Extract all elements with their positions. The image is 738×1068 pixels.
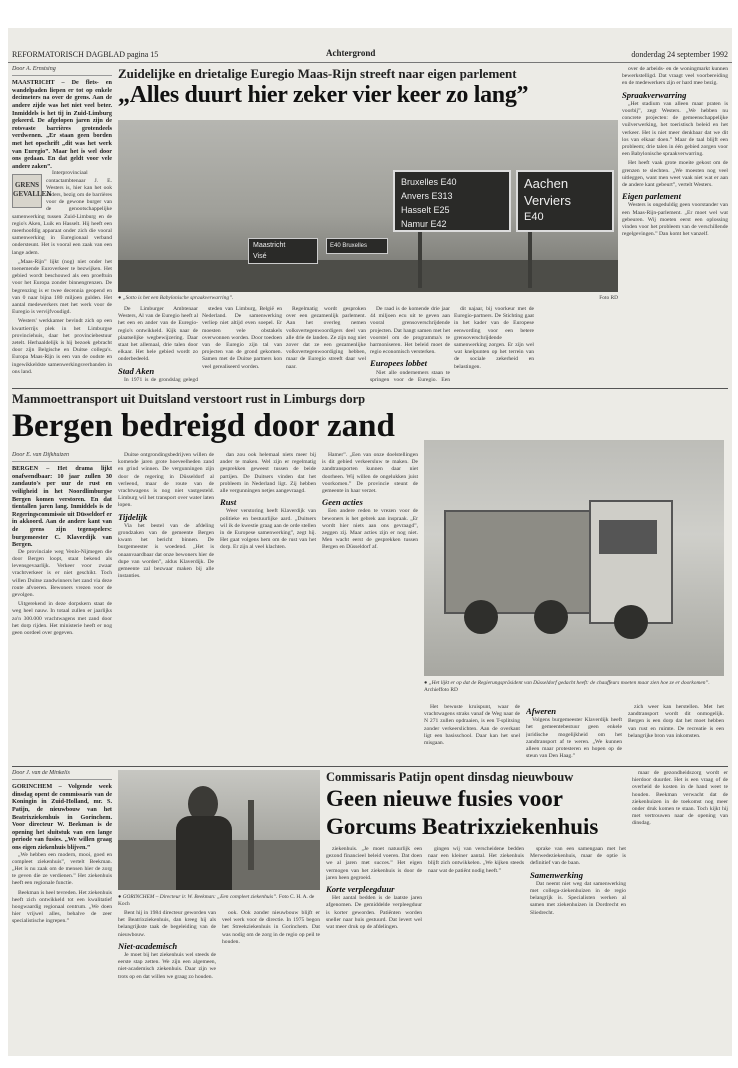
article2-photo-sand-truck: [424, 440, 724, 676]
article2-paragraph: zich weer kan herstellen. Met het zandtransport wordt dit onmogelijk. Bergen is een dorp dat het moet hebben van rust en ruimte. De recreatie is een belangrijke bron van inkomsten.: [628, 704, 724, 739]
article3-paragraph: ook. Ook zonder nieuwbouw blijft er veel werk voor de directie. In 1975 begon het Streekziekenhuis in Gorinchem. Dat was nodig om de zorg in de regio op peil te houden.: [222, 910, 320, 945]
article1-paragraph: over de arbeids- en de woningmarkt kunnen bewerkstelligd. Dat vraagt veel voorbereiding en de medewerkers zijn er hard mee bezig.: [622, 66, 728, 87]
article2-column: [628, 704, 724, 762]
article1-right-column: [622, 66, 728, 384]
sign-panel-small: Maastricht Visé: [248, 238, 318, 264]
article1-paragraph: Westers is ongeduldig geen voorstander van een Maas-Rijn-parlement. „Er moet wel wat gebeuren. Wij moeten eerst een oplossing vinden voor het probleem van de verschillende regelgevingen.” Dan komt het vanzelf.: [622, 202, 728, 238]
article1-paragraph: De raad is de komende drie jaar 44 miljoen ecu uit te geven aan vooral grensoverschrijdende projecten. Dat hangt samen met het voorstel om de programma's te harmoniseren. Het beleid moet de regio economisch versterken.: [370, 306, 450, 356]
article2-subheading-afweren: Afweren: [526, 706, 557, 716]
article1-subheading-spraak: Spraakverwarring: [622, 89, 687, 100]
article1-subheading-parlement: Eigen parlement: [622, 191, 681, 202]
article2-paragraph: Hamer”. „Een van onze doelstellingen is dit gebied verkeersluw te maken. De zandtransporten kunnen daar niet doorheen. Wij willen de ongelukken juist voorkomen.” De provincie steunt de gemeente in haar verzet.: [322, 452, 418, 495]
article3-paragraph: maar de gezondheidszorg wordt er hierdoor duurder. Het is een vraag of de overheid de kosten in de hand weet te houden. Beekman verwacht dat de ziekenhuizen in de toekomst nog meer onder druk komen te staan. Toch kijkt hij met vertrouwen naar de opening van dinsdag.: [632, 770, 728, 827]
article2-paragraph: Het bewuste kruispunt, waar de vrachtwagens straks vanaf de Weg naar de N 271 zullen opdraaien, is een T-splitsing zonder verkeerslichten. Aan de overkant ligt een basisschool. Daar kan het snel misgaan.: [424, 704, 520, 747]
article3-paragraph: ziekenhuis. „Je moet natuurlijk een gezond financieel beleid voeren. Dat doen we al jaren met succes.” Het eigen vermogen van het ziekenhuis is door de jaren heen gegroeid.: [326, 846, 422, 881]
article2-column: [322, 452, 418, 762]
article1-headline: „Alles duurt hier zeker vier keer zo lang”: [118, 82, 529, 108]
article1-byline: Door A. Ernstsing: [12, 66, 112, 76]
article3-paragraph: Dat neemt niet weg dat samenwerking met collega-ziekenhuizen in de regio belangrijk is. Specialisten werken al samen met ziekenhuizen in Dordrecht en Sliedrecht.: [530, 880, 626, 916]
article1-paragraph: „Het stadium van alleen maar praten is voorbij”, zegt Westers. „We hebben nu concrete projecten: de gemeenschappelijke vuilverwerking, het toeristisch beleid en het verkeer. Het is niet meer denkbaar dat we dit los van elkaar doen.” Maar de taal blijft een probleem; drie talen in één gebied zorgen voor een Babylonische spraakverwarring.: [622, 100, 728, 158]
article2-byline: Door E. van Dijkhuizen: [12, 452, 112, 462]
newspaper-page: [8, 28, 732, 1056]
article1-paragraph: Het heeft vaak grote moeite gekost om de grenzen te slechten. „We moesten nog veel uitleggen, want men weet vaak niet wat er aan de andere kant gebeurt”, vertelt Westers.: [622, 160, 728, 189]
article1-body-column: [202, 306, 282, 384]
article1-body-column: [286, 306, 366, 384]
article2-paragraph: Via het bestel van de afdeling grondzaken van de gemeente Bergen kwam het bericht binnen. De burgemeester is woedend. „Het is onaanvaardbaar dat onze bewoners hier de dupe van worden”, aldus Klaverdijk. De gemeente zal bezwaar maken bij alle instanties.: [118, 522, 214, 580]
article2-paragraph: dan zou ook helemaal niets meer bij ander te maken. Wel zijn er regelmatig gesprekken geweest tussen de beide partijen. De Duitsers vinden dat het probleem in Nederland ligt. Zij hebben alle vergunningen netjes aangevraagd.: [220, 452, 316, 495]
article2-paragraph: Weer verstoring heeft Klaverdijk van politieke en bestuurlijke aard. „Duitsers wil ik de kwestie graag aan de orde stellen in de Europese samenwerking”, zegt hij. Het gaat volgens hem om de rust van het dorp. Er zijn al veel klachten.: [220, 508, 316, 551]
article3-column: [530, 846, 626, 1052]
article3-photo-caption: ● GORINCHEM – Directeur ir. W. Beekman: „Een compleet ziekenhuis”. Foto C. H. A. de Koch: [118, 894, 315, 907]
grens-gevallen-graphic: GRENS GEVALLEN: [12, 174, 42, 208]
article1-subheading-lobot: Europees lobbet: [370, 358, 428, 369]
article3-paragraph: Beekman is heel tevreden. Het ziekenhuis heeft zich ontwikkeld tot een kwalitatief hoogwaardig regionaal centrum. „We doen hier vrijwel alles, behalve de zeer specialistische ingrepen.”: [12, 889, 112, 925]
article1-kicker: Zuidelijke en drietalige Euregio Maas-Rijn streeft naar eigen parlement: [118, 66, 517, 81]
article1-body-column: [370, 306, 450, 384]
article2-kicker: Mammoettransport uit Duitsland verstoort rust in Limburgs dorp: [12, 392, 366, 406]
article2-paragraph: Uitgerekend in deze dorpskern staat de weg heel nauw. In totaal zullen er jaarlijks zo'n 300.000 vrachtwagens met zand door het dorp rijden. Het ministerie heeft er nog geen oordeel over gegeven.: [12, 601, 112, 636]
article2-subheading-geen-acties: Geen acties: [322, 497, 363, 508]
article3-paragraph: Bent hij in 1984 directeur geworden van het Beatrixziekenhuis, dan kreeg hij als belangrijkste taak de begeleiding van de nieuwbouw.: [118, 910, 216, 938]
article3-column: [326, 846, 422, 1052]
article3-photo-director: [118, 770, 320, 890]
article3-column: [222, 910, 320, 1052]
article1-photo-credit: Foto RD: [599, 295, 618, 301]
article3-subheading-niet-academisch: Niet-academisch: [118, 940, 178, 951]
article1-paragraph: „Maas-Rijn” lijkt (nog) niet onder het toenemende Euroverkeer te bezwijken. Het gebied wordt beschouwd als een proeftuin voor het Europa zonder binnengrenzen. De begrenzing is er twee decennia geopend en van 0 naar bijna 180 miljoen gulden. Het aantal medewerkers met het werk voor de Euregio is vervijfvoudigd.: [12, 258, 112, 316]
article3-byline: Door J. van de Minkelis: [12, 770, 112, 780]
article1-photo-caption: ● „Sotto is het een Babylonische spraakverwarring”.: [118, 295, 234, 301]
article3-kicker: Commissaris Patijn opent dinsdag nieuwbouw: [326, 770, 574, 784]
article3-lead: GORINCHEM – Volgende week dinsdag opent de commissaris van de Koningin in Zuid-Holland, mr. S. Patijn, de nieuwbouw van het Beatrixziekenhuis in Gorinchem. Voor directeur W. Beekman is de opening het sluitstuk van een lange periode van fusies. „We willen graag ons eigen ziekenhuis blijven.”: [12, 783, 112, 851]
article2-lead: BERGEN – Het drama lijkt onafwendbaar: 10 jaar zullen 30 zandauto's per uur de rust en veiligheid in het Noordlimburgse Bergen komen verstoren. En dat tientallen jaren lang. Inmiddels is de Regeringscommissie uit Düsseldorf er in akkoord. Aan de andere kant van de grens zijn tegenspelers: burgemeester C. Klaverdijk van Bergen.: [12, 465, 112, 549]
article2-paragraph: Volgens burgemeester Klaverdijk heeft het gemeentebestuur geen enkele juridische mogelijkheid om het zandtransport af te weren. „We kunnen alleen maar protesteren en hopen op de steun van Den Haag.”: [526, 717, 622, 760]
sign-panel-small-2: E40 Bruxelles: [326, 238, 388, 254]
article2-column: [526, 704, 622, 762]
article1-body-column: [118, 306, 198, 384]
article1-paragraph: Westers' werkkamer bevindt zich op een kwartierrijs plek in het Limburgse provinciehuis, daar het provinciebestuur zetelt. Herhaaldelijk is hij bezoek gebracht door zijn Belgische en Duitse collega's. Europa Maas-Rijn is een van de oudste en ingewikkeldste samenwerkingsverbanden in ons land.: [12, 318, 112, 375]
header-section: Achtergrond: [326, 48, 376, 58]
article3-paragraph: Je moet bij het ziekenhuis wel steeds de eerste stap zetten. We zijn een algemeen, niet-academisch ziekenhuis. Daar zijn we trots op en dat willen we graag zo houden.: [118, 952, 216, 980]
article2-paragraph: Duitse ontgrondingsbedrijven willen de komende jaren grote hoeveelheden zand en grind winnen. De vergunningen zijn door de regering in Düsseldorf al verleend, maar de route van de vrachtwagens is nog niet vastgesteld. Limburg wil het transport over water laten lopen.: [118, 452, 214, 509]
article3-headline-line2: Gorcums Beatrixziekenhuis: [326, 814, 599, 839]
article2-headline: Bergen bedreigd door zand: [12, 408, 395, 444]
article1-paragraph: Interprovinciaal contactambtenaar J. E. Westers is, hier kan het ook anders, bezig om de barrières voor de gewone burger van de genootschappelijke samenwerking tussen Zuid-Limburg en de regio's Aken, Luik en Hasselt. Hij heeft een meerhoofdig apparaat onder zich die vooral samenwerking in Euregionaal verband ondersteunt. Het is vooral een zaak van een lange adem.: [12, 170, 112, 256]
article2-photo-caption: ● „Het lijkt er op dat de Regierungspräsident van Düsseldorf gedacht heeft: de chauffeurs moeten maar zien hoe ze er doorkomen”. Archieffoto RD: [424, 680, 710, 693]
article1-paragraph: dit najaar, bij voorkeur met de Euregio-partners. De Stichting gaat in het kader van de Europese eenwording voor een betere grensoverschrijdende samenwerking zorgen. Er zijn wel wat knelpunten op het terrein van de sociale zekerheid en belastingen.: [454, 306, 534, 370]
article3-subheading-samenwerking: Samenwerking: [530, 869, 584, 880]
article3-headline-line1: Geen nieuwe fusies voor: [326, 786, 564, 811]
header-paper-name: REFORMATORISCH DAGBLAD pagina 15: [12, 50, 159, 59]
article2-column: [220, 452, 316, 762]
article1-paragraph: In 1971 is de grondslag gelegd: [124, 376, 198, 383]
article2-subheading-rust: Rust: [220, 497, 237, 508]
article2-subheading-tijdelijk: Tijdelijk: [118, 511, 148, 522]
article1-paragraph: Regelmatig wordt gesproken over een gezamenlijk parlement. Aan het overleg nemen volksvertegenwoordigers deel van alle drie de landen. Ze zijn nog niet zover dat ze een gezamenlijke volksvertegenwoordiging hebben, maar de Euregio streeft daar wel naar.: [286, 306, 366, 370]
article1-left-column: [12, 66, 112, 376]
article2-paragraph: Een andere reden te vrezen voor de bewoners is het gebrek aan inspraak. „Er wordt hier niets aan ons gevraagd”, zeggen zij. Maar acties zijn er nog niet. Men wacht eerst de gesprekken tussen Bergen en Düsseldorf af.: [322, 508, 418, 551]
header-date: donderdag 24 september 1992: [631, 50, 728, 59]
article1-paragraph: steden van Limburg, België en Nederland. De samenwerking verliep niet altijd even soepel. Er moesten vele obstakels overwonnen worden. Door toedoen van de Euregio zijn tal van projecten van de grond gekomen. Samen met de Duitse partners kon veel gerealiseerd worden.: [202, 306, 282, 370]
section-divider: [12, 388, 728, 389]
article3-right-column: [632, 770, 728, 1052]
article3-left-column: [12, 770, 112, 1052]
running-header: [8, 46, 732, 63]
article3-paragraph: „We hebben een modern, mooi, goed en compleet ziekenhuis”, vertelt Beekman. „Het is nu zaak om de mensen hier de zorg te geven die ze verdienen.” Het ziekenhuis heeft een regionale functie.: [12, 851, 112, 887]
article1-paragraph: Niet alle ondernemers staan te springen voor de Euregio. Een: [370, 369, 450, 383]
article2-paragraph: De provinciale weg Venlo-Nijmegen die door Bergen loopt, staat bekend als levensgevaarlijk. Verkeer voor zwaar vrachtverkeer is er niet geschikt. Toch willen Duitse zandwinners het zand via deze route afvoeren. Bewoners vrezen voor de gevolgen.: [12, 548, 112, 598]
article3-paragraph: sprake van een samengaan met het Merwedeziekenhuis, maar de optie is definitief van de baan.: [530, 846, 626, 867]
article3-column: [428, 846, 524, 1052]
article1-photo-road-signs: [118, 120, 618, 292]
article3-paragraph: Het aantal bedden is de laatste jaren afgenomen. De gemiddelde verpleegduur is korter geworden. Patiënten worden sneller naar huis gestuurd. Dat levert wel wat meer druk op de afdelingen.: [326, 895, 422, 931]
article2-column: [118, 452, 214, 762]
article3-photo-credit: Foto C. H. A. de Koch: [118, 894, 315, 907]
article3-column: [118, 910, 216, 1052]
article3-subheading-korte-verpleegduur: Korte verpleegduur: [326, 884, 395, 895]
sign-panel-right: Aachen Verviers E40: [516, 170, 614, 232]
sign-panel-left: Bruxelles E40 Anvers E313 Hasselt E25 Namur E42: [393, 170, 511, 232]
section-divider: [12, 766, 728, 767]
article1-body-column: [454, 306, 534, 384]
article1-paragraph: De Limburger Ambtenaar Westers, Al van de Euregio heeft al het een en ander van de Euregio-regio's ontwikkeld. Kijk naar de plaatselijke wegbewijzering. Daar staat het allemaal, drie talen door elkaar. Het hele gebied wordt zo onderbedeeld.: [118, 306, 198, 363]
article3-paragraph: gingen wij van verscheidene bedden naar een kleiner aantal. Het ziekenhuis blijft zich ontwikkelen. „We kijken steeds naar wat de patiënt nodig heeft.”: [428, 846, 524, 874]
article1-subheading-stad-aken: Stad Aken: [118, 365, 155, 376]
article2-column: [12, 452, 112, 762]
article2-column: [424, 704, 520, 762]
article1-lead: MAASTRICHT – De flets- en wandelpaden liepen er tot op enkele decimeters na over de grens. Aan de andere zijde was het niet veel beter. Inmiddels is het tij in Zuid-Limburg gekeerd. De afgelopen jaren zijn de rotsvaste barrières grotendeels verdwenen. „Er staan geen borden met het opschrift „dit was het werk van Euregio”. Maar het is wel door ons gedaan. En dat geldt voor vele andere zaken”.: [12, 79, 112, 170]
article2-photo-credit: Archieffoto RD: [424, 686, 458, 693]
